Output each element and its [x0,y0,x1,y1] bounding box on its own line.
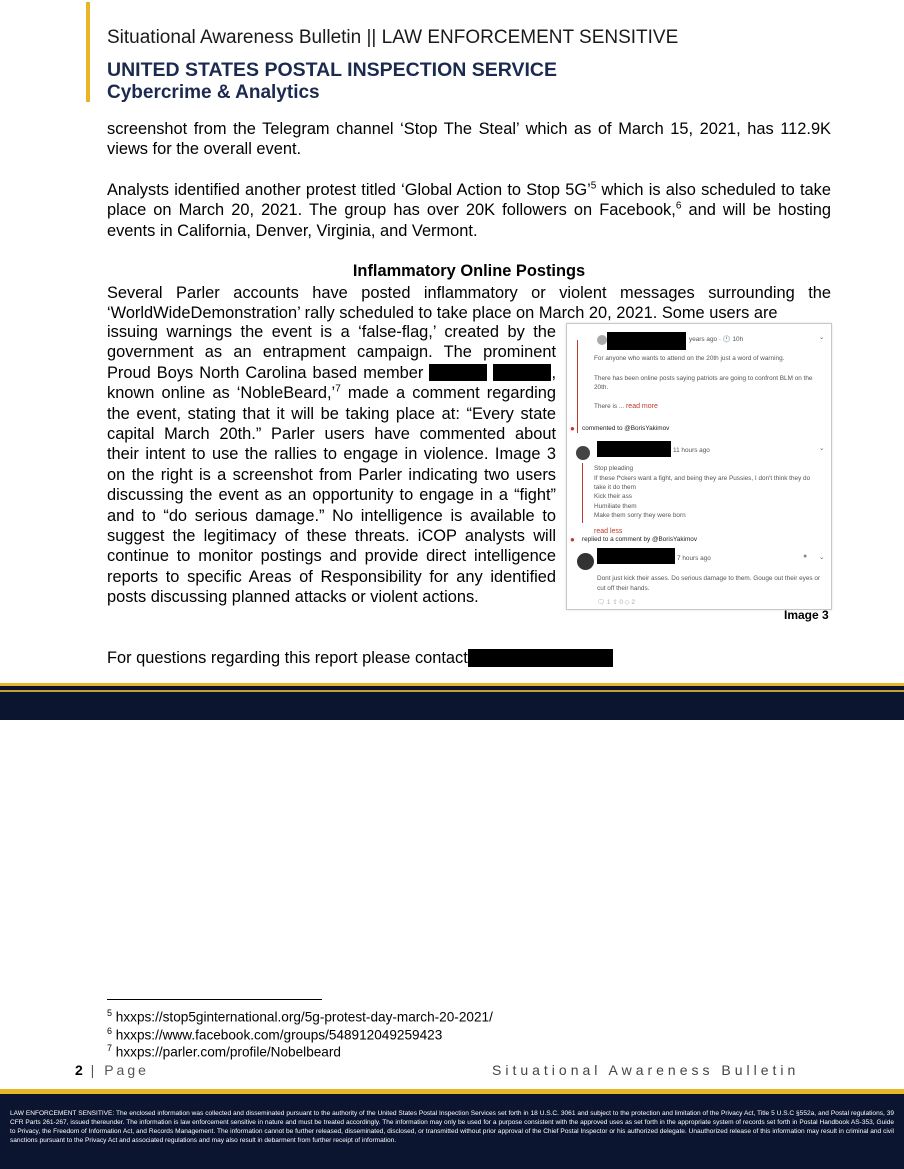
band-gold-accent [0,690,904,692]
footnote-text: hxxps://www.facebook.com/groups/548912049259423 [112,1027,443,1043]
redaction-box [597,548,675,564]
avatar [577,553,594,570]
page-number-value: 2 [75,1062,84,1078]
header-accent-bar [86,2,90,102]
reply-bubble-icon: ● [570,535,575,544]
agency-name: UNITED STATES POSTAL INSPECTION SERVICE [107,59,558,81]
redaction-box [429,364,487,381]
paragraph-text: made a comment regarding the event, stating that it will be taking place at: “Every state capital March 20th.” Parler users have commented about their intent to use the rallies to engage in violence. Image 3 on the right is a screenshot from Parler indicating two users discussing the event as an opportunity to engage in a “fight” and to “do serious damage.” No intelligence is available to suggest the legitimacy of these threats. iCOP analysts will continue to monitor postings and provide direct intelligence reports to specific Areas of Responsibility for any identified posts discussing planned attacks or violent actions. [107,384,556,607]
footnote-text: hxxps://stop5ginternational.org/5g-protest-day-march-20-2021/ [112,1009,493,1025]
footnote-text: hxxps://parler.com/profile/Nobelbeard [112,1044,341,1060]
footer-legal-notice: LAW ENFORCEMENT SENSITIVE: The enclosed information was collected and disseminated pursuant to the authority of the United States Postal Inspection Services set forth in 18 U.S.C. 3061 and subject to the protection and limitation of the Privacy Act, Title 5 U.S.C §552a, and Postal regulations, 39 CFR Parts 261-267, issued thereunder. The information is law enforcement sensitive in nature and must be treated accordingly. The information may only be used for a purpose consistent with the approved uses as set forth in the appropriate system of records set forth in Postal Handbook AS-353, Guide to Privacy, the Freedom of Information Act, and Records Management. The information cannot be further released, disseminated, disclosed, or transmitted without prior approval of the Chief Postal Inspector or his authorized delegate. Unauthorized release of this information may result in criminal and civil sanctions pursuant to the Privacy Act and associated regulations and may also result in debarment from further receipt of information. [10,1110,894,1144]
redaction-box [493,364,551,381]
post-text-truncated: There is ... [594,403,625,410]
reply-meta: 7 hours ago [677,555,711,562]
page-number [75,1062,149,1078]
contact-text: For questions regarding this report please contact [107,649,468,667]
footnote-ref[interactable]: 6 [675,200,682,212]
paragraph-text: which is also scheduled to take place on March 20, 2021. The group has over 20K followers on Facebook, [107,181,831,220]
paragraph-text: and will be hosting events in California, Denver, Virginia, and Vermont. [107,201,831,240]
footnote-ref[interactable]: 5 [590,180,597,192]
post-text: For anyone who wants to attend on the 20th just a word of warning. [594,355,785,362]
read-less-link[interactable]: read less [594,528,623,535]
thread-line [582,463,583,523]
paragraph-text: , known online as ‘NobleBeard,’ [107,363,557,403]
comment-text: If these f*ckers want a fight, and being they are Pussies, I don't think they do [594,475,811,482]
footnote-number: 5 [107,1008,113,1018]
bulletin-classification-line: Situational Awareness Bulletin || LAW ENFORCEMENT SENSITIVE [107,27,679,48]
parler-screenshot [566,323,832,610]
chevron-down-icon[interactable]: ⌄ [819,445,825,452]
footer-bulletin-title: Situational Awareness Bulletin [492,1062,800,1078]
reply-text: Dont just kick their asses. Do serious damage to them. Gouge out their eyes or [597,575,821,582]
comment-label: commented to @BorisYakimov [582,425,670,432]
avatar [597,335,607,345]
comment-meta: 11 hours ago [673,447,710,454]
comment-text: Make them sorry they were born [594,512,686,519]
post-meta: years ago · 🕛 10h [689,336,744,343]
footnote-7 [107,1043,341,1060]
chevron-down-icon[interactable]: ⌄ [819,554,825,561]
reply-text: cut off their hands. [597,585,650,592]
paragraph-text: Analysts identified another protest titled ‘Global Action to Stop 5G’ [107,181,591,199]
post-text [594,403,658,410]
paragraph-telegram: screenshot from the Telegram channel ‘Stop The Steal’ which as of March 15, 2021, has 112.9K views for the overall event. [107,120,831,159]
redaction-box [597,441,671,457]
comment-text: Humiliate them [594,503,637,510]
footnote-5 [107,1008,493,1025]
image-caption: Image 3 [784,608,829,622]
contact-line [107,649,613,668]
paragraph-text: issuing warnings the event is a ‘false-flag,’ created by the government as an entrapment campaign. The prominent Proud Boys North Carolina based member [107,323,556,382]
page-label: Page [104,1062,149,1078]
footnote-number: 6 [107,1026,113,1036]
paragraph-parler-detail [107,322,556,608]
footnote-ref[interactable]: 7 [335,383,341,395]
page-separator: | [83,1062,105,1078]
reply-stats[interactable]: 🗨 1 ⇧ 0 ◇ 2 [597,599,635,606]
read-more-link[interactable]: read more [625,403,658,410]
footnote-number: 7 [107,1043,113,1053]
paragraph-global-action [107,180,831,241]
comment-bubble-icon: ● [570,424,575,433]
avatar [576,446,590,460]
post-text: 20th. [594,384,609,391]
comment-text: take it do them [594,484,636,491]
footnote-6 [107,1026,442,1043]
status-dot-icon: ● [803,553,808,560]
comment-text: Kick their ass [594,493,633,500]
thread-line [577,340,578,433]
post-text: There has been online posts saying patriots are going to confront BLM on the [594,375,813,382]
footnote-rule [107,999,322,1000]
reply-label: replied to a comment by @BorisYakimov [582,536,698,543]
chevron-down-icon[interactable]: ⌄ [819,334,825,341]
redaction-box [607,332,686,350]
division-name: Cybercrime & Analytics [107,82,320,103]
section-heading: Inflammatory Online Postings [352,262,586,280]
comment-text: Stop pleading [594,465,634,472]
redaction-box [468,649,613,667]
paragraph-parler-intro: Several Parler accounts have posted inflammatory or violent messages surrounding the ‘WorldWideDemonstration’ rally scheduled to take place on March 20, 2021. Some users are [107,284,831,323]
